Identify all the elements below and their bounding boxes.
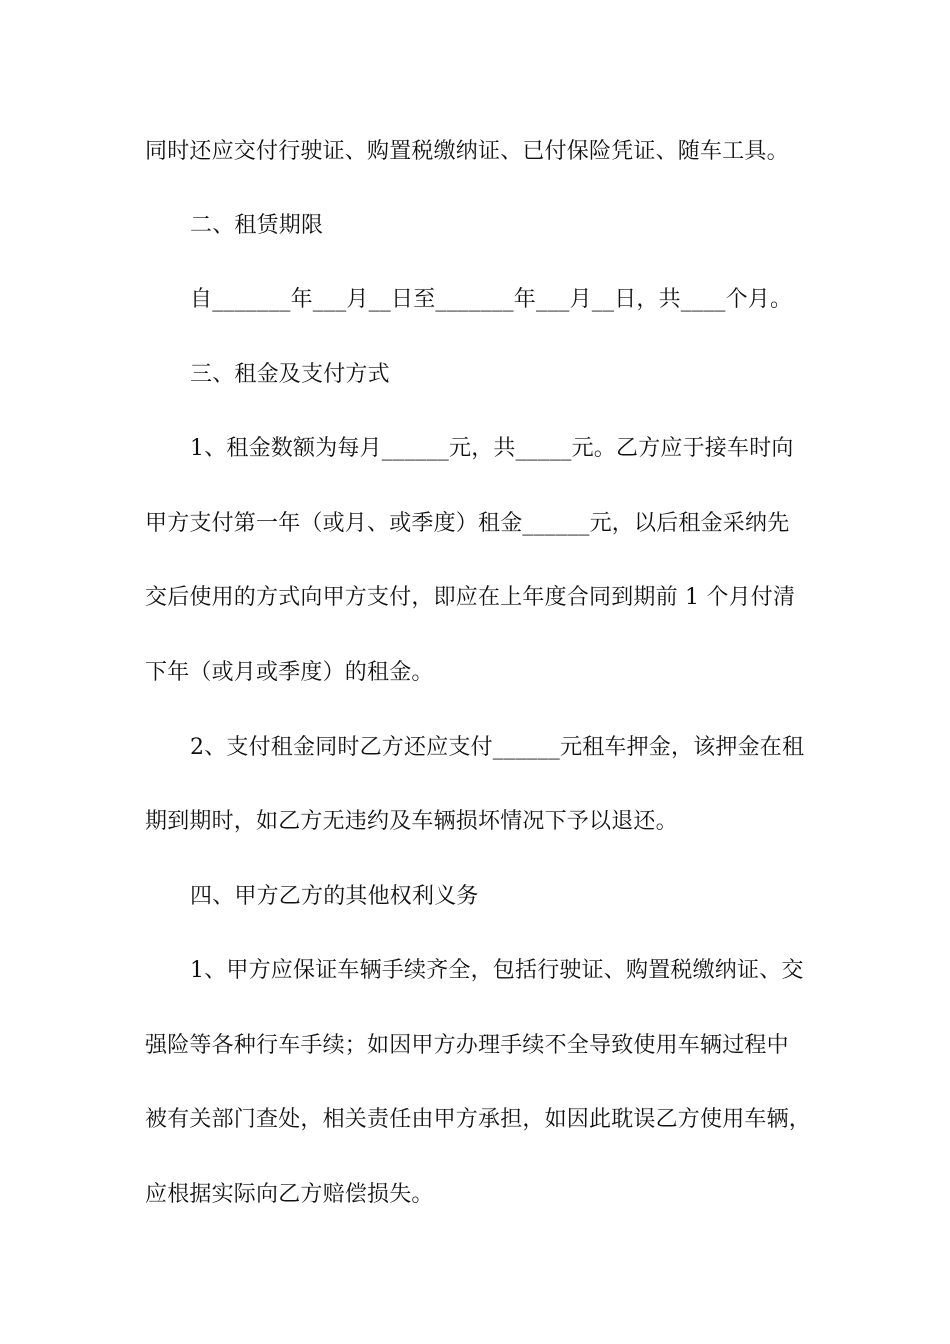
- paragraph-line: 1、甲方应保证车辆手续齐全，包括行驶证、购置税缴纳证、交: [190, 958, 804, 983]
- paragraph-line: 应根据实际向乙方赔偿损失。: [145, 1182, 434, 1207]
- section-heading: 三、租金及支付方式: [190, 362, 390, 387]
- paragraph-line: 甲方支付第一年（或月、或季度）租金______元，以后租金采纳先: [145, 511, 790, 536]
- paragraph-line: 交后使用的方式向甲方支付，即应在上年度合同到期前 1 个月付清: [145, 585, 796, 610]
- paragraph-line: 1、租金数额为每月______元，共_____元。乙方应于接车时向: [190, 436, 794, 461]
- paragraph-line: 强险等各种行车手续；如因甲方办理手续不全导致使用车辆过程中: [145, 1033, 789, 1058]
- paragraph-line: 下年（或月或季度）的租金。: [145, 660, 434, 685]
- paragraph-line: 期到期时，如乙方无违约及车辆损坏情况下予以退还。: [145, 809, 678, 834]
- section-heading: 二、租赁期限: [190, 213, 324, 238]
- paragraph-line: 自_______年___月__日至_______年___月__日，共____个月。: [190, 287, 793, 312]
- paragraph-line: 2、支付租金同时乙方还应支付______元租车押金，该押金在租: [190, 735, 805, 760]
- paragraph-line: 同时还应交付行驶证、购置税缴纳证、已付保险凭证、随车工具。: [145, 139, 789, 164]
- paragraph-line: 被有关部门查处，相关责任由甲方承担，如因此耽误乙方使用车辆，: [145, 1107, 812, 1132]
- section-heading: 四、甲方乙方的其他权利义务: [190, 884, 479, 909]
